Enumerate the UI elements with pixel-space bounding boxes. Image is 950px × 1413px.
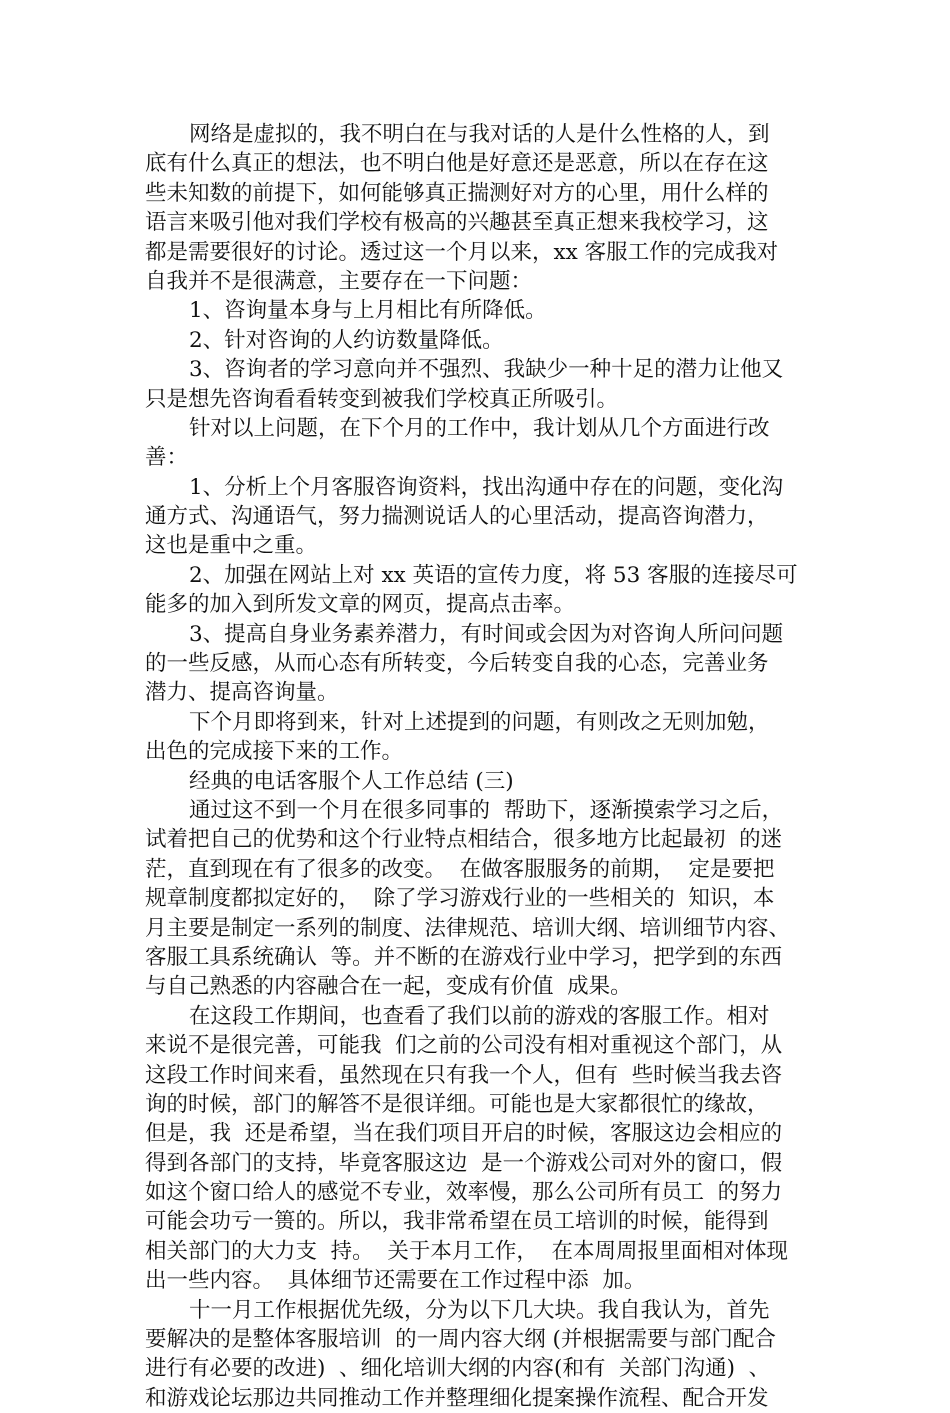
text-line: 1、分析上个月客服咨询资料，找出沟通中存在的问题，变化沟 [189,474,784,500]
text-line: 进行有必要的改进) 、细化培训大纲的内容(和有 关部门沟通) 、 [145,1356,771,1382]
text-line: 针对以上问题，在下个月的工作中，我计划从几个方面进行改 [189,415,770,441]
text-line: 这也是重中之重。 [145,533,318,559]
text-line: 网络是虚拟的，我不明白在与我对话的人是什么性格的人，到 [189,122,770,147]
text-line: 这段工作时间来看，虽然现在只有我一个人，但有 些时候当我去咨 [145,1062,783,1088]
text-line: 要解决的是整体客服培训 的一周内容大纲 (并根据需要与部门配合 [145,1327,776,1353]
text-line: 善： [145,445,189,471]
text-line: 十一月工作根据优先级，分为以下几大块。我自我认为，首先 [189,1297,770,1323]
text-line: 2、针对咨询的人约访数量降低。 [189,327,504,353]
text-line: 客服工具系统确认 等。并不断的在游戏行业中学习，把学到的东西 [145,944,783,970]
text-line: 1、咨询量本身与上月相比有所降低。 [189,298,547,324]
text-line: 3、提高自身业务素养潜力，有时间或会因为对咨询人所问问题 [189,621,784,647]
text-line: 月主要是制定一系列的制度、法律规范、培训大纲、培训细节内容、 [145,915,791,941]
text-line: 通方式、沟通语气，努力揣测说话人的心里活动，提高咨询潜力， [145,504,769,530]
text-line: 通过这不到一个月在很多同事的 帮助下，逐渐摸索学习之后， [189,797,784,823]
text-line: 与自己熟悉的内容融合在一起，变成有价值 成果。 [145,974,632,1000]
text-line: 些未知数的前提下，如何能够真正揣测好对方的心里，用什么样的 [145,180,769,206]
text-line: 都是需要很好的讨论。透过这一个月以来，xx 客服工作的完成我对 [145,239,779,265]
text-line: 自我并不是很满意，主要存在一下问题： [145,268,533,294]
text-line: 能多的加入到所发文章的网页，提高点击率。 [145,592,576,618]
text-line: 但是，我 还是希望，当在我们项目开启的时候，客服这边会相应的 [145,1121,783,1147]
text-line: 试着把自己的优势和这个行业特点相结合，很多地方比起最初 的迷 [145,827,783,853]
text-line: 语言来吸引他对我们学校有极高的兴趣甚至真正想来我校学习，这 [145,210,769,236]
text-line: 潜力、提高咨询量。 [145,680,339,706]
text-line: 来说不是很完善，可能我 们之前的公司没有相对重视这个部门，从 [145,1033,783,1059]
text-line: 如这个窗口给人的感觉不专业，效率慢，那么公司所有员工 的努力 [145,1180,783,1206]
text-line: 只是想先咨询看看转变到被我们学校真正所吸引。 [145,386,619,412]
text-line: 3、咨询者的学习意向并不强烈、我缺少一种十足的潜力让他又 [189,357,784,383]
text-line: 经典的电话客服个人工作总结 (三) [189,768,514,794]
text-line: 出色的完成接下来的工作。 [145,739,404,765]
text-line: 可能会功亏一篑的。所以，我非常希望在员工培训的时候，能得到 [145,1209,769,1235]
text-line: 茫，直到现在有了很多的改变。 在做客服服务的前期， 定是要把 [145,856,775,882]
text-line: 得到各部门的支持，毕竟客服这边 是一个游戏公司对外的窗口，假 [145,1150,783,1176]
text-line: 规章制度都拟定好的， 除了学习游戏行业的一些相关的 知识，本 [145,886,775,912]
text-line: 下个月即将到来，针对上述提到的问题，有则改之无则加勉， [189,709,770,735]
text-line: 在这段工作期间，也查看了我们以前的游戏的客服工作。相对 [189,1003,770,1029]
text-line: 2、加强在网站上对 xx 英语的宣传力度，将 53 客服的连接尽可 [189,562,798,588]
text-line: 出一些内容。 具体细节还需要在工作过程中添 加。 [145,1268,646,1294]
text-line: 相关部门的大力支 持。 关于本月工作， 在本周周报里面相对体现 [145,1238,789,1264]
text-line: 底有什么真正的想法，也不明白他是好意还是恶意，所以在存在这 [145,151,769,177]
text-line: 的一些反感，从而心态有所转变，今后转变自我的心态，完善业务 [145,651,769,677]
text-line: 询的时候，部门的解答不是很详细。可能也是大家都很忙的缘故， [145,1091,769,1117]
text-line: 和游戏论坛那边共同推动工作并整理细化提案操作流程、配合开发 [145,1385,769,1411]
document-body [145,120,817,1413]
